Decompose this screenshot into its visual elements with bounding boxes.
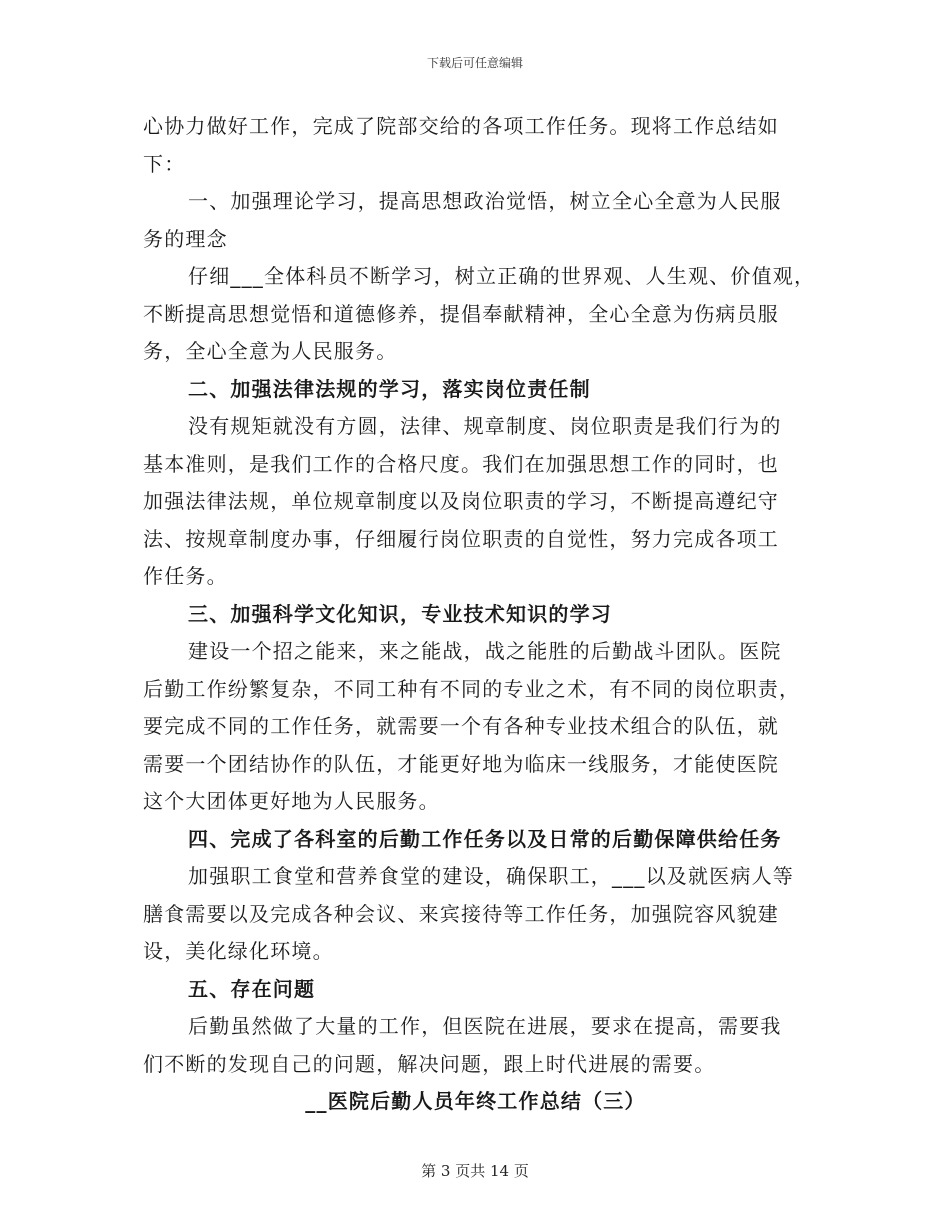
- section-heading-1: 一、加强理论学习，提高思想政治觉悟，树立全心全意为人民服: [188, 189, 782, 213]
- paragraph-line: 建设一个招之能来，来之能战，战之能胜的后勤战斗团队。医院: [188, 639, 782, 663]
- paragraph-line: 心协力做好工作，完成了院部交给的各项工作任务。现将工作总结如: [143, 114, 779, 138]
- paragraph-line: 仔细___全体科员不断学习，树立正确的世界观、人生观、价值观，: [188, 264, 816, 288]
- document-body: [143, 108, 816, 1121]
- paragraph-line: 没有规矩就没有方圆，法律、规章制度、岗位职责是我们行为的: [188, 414, 782, 438]
- paragraph-line: 加强法律法规，单位规章制度以及岗位职责的学习，不断提高遵纪守: [143, 489, 779, 513]
- paragraph-line: 不断提高思想觉悟和道德修养，提倡奉献精神，全心全意为伤病员服: [143, 301, 779, 326]
- paragraph-line: 这个大团体更好地为人民服务。: [143, 789, 440, 813]
- paragraph-line: 需要一个团结协作的队伍，才能更好地为临床一线服务，才能使医院: [143, 751, 779, 776]
- page-header: 下载后可任意编辑: [426, 56, 523, 70]
- paragraph-line: 后勤虽然做了大量的工作，但医院在进展，要求在提高，需要我: [188, 1014, 782, 1038]
- paragraph-line: 们不断的发现自己的问题，解决问题，跟上时代进展的需要。: [143, 1051, 716, 1076]
- section-heading-5: 五、存在问题: [188, 976, 316, 1001]
- section-heading-2: 二、加强法律法规的学习，落实岗位责任制: [188, 376, 591, 401]
- page-footer: 第 3 页共 14 页: [421, 1162, 529, 1180]
- paragraph-line: 设，美化绿化环境。: [143, 939, 334, 963]
- paragraph-line: 作任务。: [143, 564, 228, 588]
- paragraph-line: 下：: [143, 151, 186, 176]
- section-heading-4: 四、完成了各科室的后勤工作任务以及日常的后勤保障供给任务: [188, 826, 782, 851]
- section-heading-3: 三、加强科学文化知识，专业技术知识的学习: [188, 601, 612, 626]
- paragraph-line: 加强职工食堂和营养食堂的建设，确保职工，___以及就医病人等: [188, 864, 794, 888]
- paragraph-line: 法、按规章制度办事，仔细履行岗位职责的自觉性，努力完成各项工: [143, 526, 779, 551]
- paragraph-line: 膳食需要以及完成各种会议、来宾接待等工作任务，加强院容风貌建: [143, 901, 779, 926]
- paragraph-line: 要完成不同的工作任务，就需要一个有各种专业技术组合的队伍，就: [143, 714, 779, 738]
- section-heading-1-cont: 务的理念: [143, 226, 228, 251]
- paragraph-line: 后勤工作纷繁复杂，不同工种有不同的专业之术，有不同的岗位职责，: [143, 676, 801, 701]
- paragraph-line: 基本准则，是我们工作的合格尺度。我们在加强思想工作的同时，也: [143, 451, 779, 476]
- paragraph-line: 务，全心全意为人民服务。: [143, 339, 398, 363]
- next-document-title: __医院后勤人员年终工作总结（三）: [305, 1089, 646, 1113]
